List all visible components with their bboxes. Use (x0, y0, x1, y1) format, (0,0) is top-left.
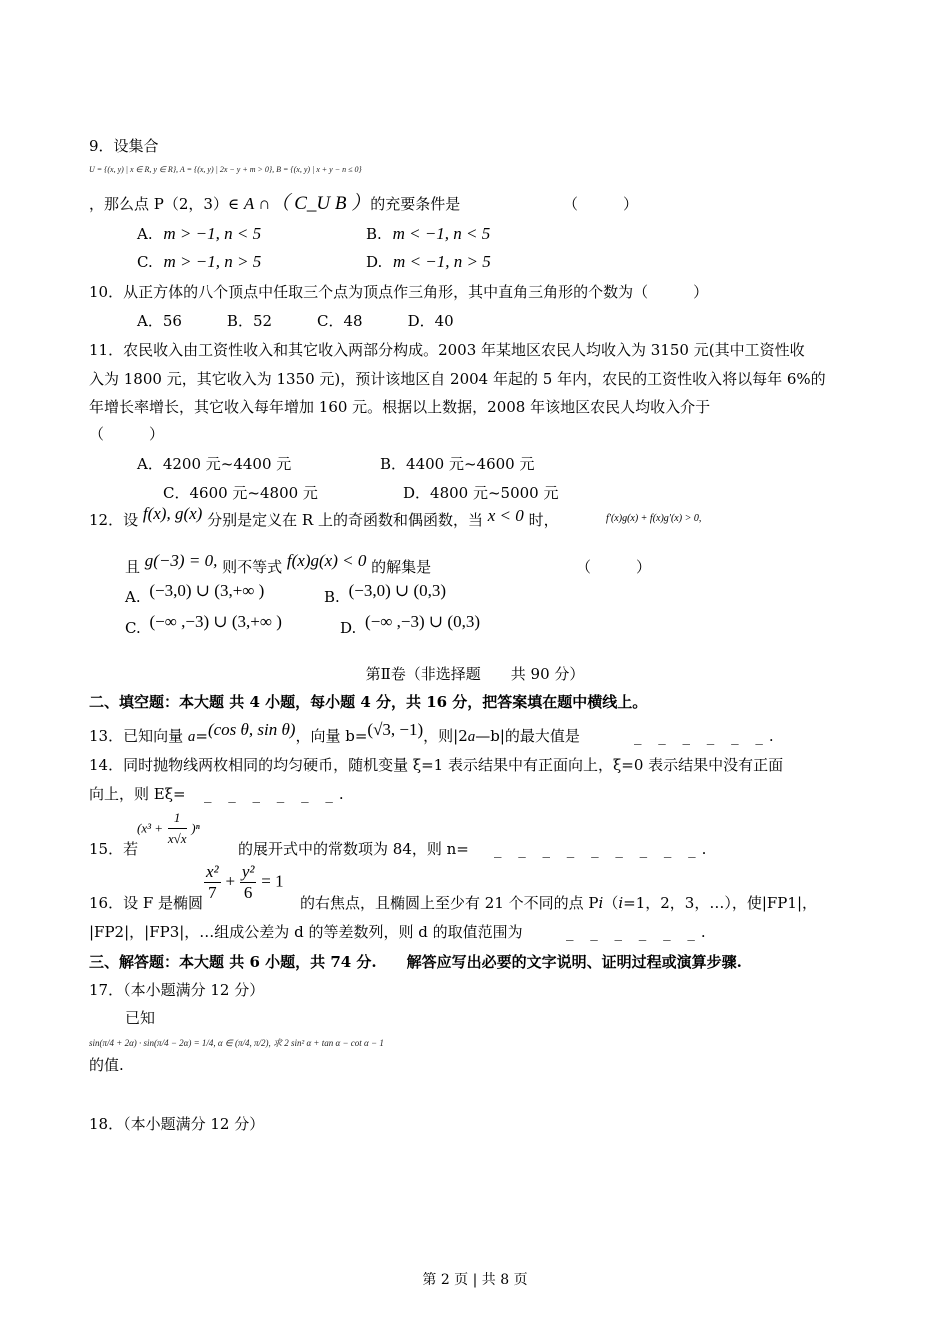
q17-end: 的值. (89, 1056, 124, 1074)
q16-frac-x-num: x² (206, 862, 219, 881)
q12-line1 (89, 504, 559, 530)
q9-option-c (137, 252, 261, 272)
q11-option-a: A．4200 元~4400 元 (137, 455, 292, 473)
q13-vector-a-value: (cos θ, sin θ) (207, 720, 296, 739)
q16-plus: + (225, 871, 236, 891)
q9-option-b-value: m < −1, n < 5 (392, 224, 491, 243)
q16-frac-y-den: 6 (243, 883, 253, 902)
q17-title: 17．（本小题满分 12 分） (89, 981, 265, 999)
q15-expression (137, 808, 200, 849)
q11-line2: 入为 1800 元，其它收入为 1350 元)，预计该地区自 2004 年起的 5 年内，农民的工资性收入将以每年 6%的 (89, 370, 826, 388)
q15-expr-left: (x³ + (137, 820, 164, 836)
q13-vector-b-value: (√3, −1) (367, 720, 424, 739)
q12-option-c-label: C. (125, 619, 141, 637)
q12-option-c-value: (−∞ ,−3) ∪ (3,+∞ ) (149, 612, 282, 631)
q11-option-b: B．4400 元~4600 元 (380, 455, 535, 473)
q9-option-b-label: B. (366, 225, 382, 243)
q12-paren: （ ） (576, 558, 652, 576)
q16-line2: |FP2|，|FP3|，…组成公差为 d 的等差数列，则 d 的取值范围为 (89, 923, 523, 941)
q12-line2-a: 且 (125, 558, 141, 576)
q17-formula: sin(π/4 + 2α) · sin(π/4 − 2α) = 1/4, α ∈ (π/4, π/2), 求 2 sin² α + tan α − cot α − 1 (89, 1038, 384, 1048)
q15-stem-b: 的展开式中的常数项为 84，则 n= (238, 840, 469, 858)
q12-option-d (340, 612, 480, 638)
q11-line3: 年增长率增长，其它收入每年增加 160 元。根据以上数据，2008 年该地区农民人均收入介于 (89, 398, 711, 416)
q16-frac-x (204, 862, 221, 903)
q9-option-b (366, 224, 490, 244)
q16-equals-one: = 1 (261, 871, 284, 891)
q16-index-i: i (618, 894, 624, 912)
q11-paren: （ ） (89, 425, 165, 443)
q16-frac-y-num: y² (241, 862, 255, 881)
q18-title: 18．（本小题满分 12 分） (89, 1115, 265, 1133)
q12-stem-b: 分别是定义在 R 上的奇函数和偶函数，当 (207, 511, 483, 529)
q16-frac-x-den: 7 (208, 883, 217, 902)
q9-option-a-label: A. (137, 225, 153, 243)
q16-ellipse (204, 862, 284, 903)
q9-sets: U = {(x, y) | x ∈ R, y ∈ R}, A = {(x, y) | 2x − y + m > 0}, B = {(x, y) | x + y − n ≤ 0} (89, 165, 362, 174)
q15-blank: _ _ _ _ _ _ _ _ _. (494, 840, 713, 858)
q15-frac-num: 1 (168, 808, 187, 829)
q13-equals: = (195, 727, 208, 745)
q10-stem: 10．从正方体的八个顶点中任取三个点为顶点作三角形，其中直角三角形的个数为（ ） (89, 283, 709, 301)
q12-stem-a: 12．设 (89, 511, 139, 529)
q16-stem-b-text: 的右焦点，且椭圆上至少有 21 个不同的点 P (300, 894, 599, 912)
q12-option-b-label: B. (324, 588, 340, 606)
q16-paren-open: （ (603, 894, 619, 912)
q9-line2-set: A ∩ (243, 194, 271, 213)
q9-option-a-value: m > −1, n < 5 (163, 224, 262, 243)
q12-option-a-value: (−3,0) ∪ (3,+∞ ) (149, 581, 265, 600)
q11-option-d: D．4800 元~5000 元 (403, 484, 559, 502)
q9-option-c-value: m > −1, n > 5 (163, 252, 262, 271)
q9-line2-prefix: ，那么点 P（2，3）∈ (89, 195, 244, 213)
q13-stem-c: ，则|2 (423, 727, 468, 745)
q17-known: 已知 (125, 1009, 156, 1027)
q11-option-c: C．4600 元~4800 元 (163, 484, 318, 502)
q12-option-b-value: (−3,0) ∪ (0,3) (348, 581, 447, 600)
q9-option-d (366, 252, 491, 272)
q13-blank: _ _ _ _ _ _. (634, 727, 780, 745)
q14-blank: _ _ _ _ _ _. (204, 785, 350, 803)
q9-option-d-value: m < −1, n > 5 (393, 252, 491, 271)
q15-stem-a: 15．若 (89, 840, 139, 858)
q13-vector-a: a (187, 729, 196, 745)
q9-option-d-label: D. (366, 253, 383, 271)
q12-option-d-label: D. (340, 619, 357, 637)
q9-line2-comp: （ C_U B ） (270, 193, 371, 214)
q12-option-a-label: A. (125, 588, 141, 606)
page-footer: 第 2 页 | 共 8 页 (422, 1272, 528, 1288)
q12-functions: f(x), g(x) (142, 504, 203, 523)
q16-stem-b-rest: =1，2，3，…），使|FP1|， (623, 894, 817, 912)
q9-line2-suffix: 的充要条件是 (370, 195, 461, 213)
q13-stem-b: ，向量 b= (295, 727, 368, 745)
q12-line2-c: 的解集是 (371, 558, 432, 576)
q16-frac-y (240, 862, 257, 903)
q16-stem-a: 16．设 F 是椭圆 (89, 894, 204, 912)
section3-heading: 三、解答题：本大题 共 6 小题，共 74 分. 解答应写出必要的文字说明、证明过程或演算步骤. (89, 953, 742, 971)
q13-line (89, 720, 580, 747)
q13-stem-d: —b|的最大值是 (475, 727, 580, 745)
q12-line2-b: 则不等式 (222, 558, 283, 576)
q12-option-c (125, 612, 282, 638)
q9-paren: （ ） (563, 195, 639, 213)
q9-option-a (137, 224, 261, 244)
q12-inequality: f(x)g(x) < 0 (286, 551, 367, 570)
q9-option-c-label: C. (137, 253, 153, 271)
q15-frac-den: x√x (167, 831, 187, 846)
q9-stem: 9．设集合 (89, 137, 159, 155)
q15-fraction (168, 808, 187, 849)
q12-option-d-value: (−∞ ,−3) ∪ (0,3) (365, 612, 480, 631)
q16-subscript-i: i (598, 894, 604, 912)
q12-derivative: f′(x)g(x) + f(x)g′(x) > 0, (606, 513, 702, 524)
q15-expr-right: )ⁿ (191, 820, 200, 836)
q9-line2 (89, 194, 460, 214)
q12-condition: x < 0 (487, 506, 524, 525)
q14-line1: 14．同时抛物线两枚相同的均匀硬币，随机变量 ξ=1 表示结果中有正面向上，ξ=0 表示结果中没有正面 (89, 756, 784, 774)
q16-stem-b (300, 893, 817, 913)
section2-heading: 二、填空题：本大题 共 4 小题，每小题 4 分，共 16 分，把答案填在题中横线上。 (89, 693, 648, 711)
q12-option-b (324, 581, 447, 607)
q12-option-a (125, 581, 265, 607)
q13-stem-a: 13．已知向量 (89, 727, 188, 745)
q10-options: A．56 B．52 C．48 D．40 (137, 312, 454, 330)
q16-blank: _ _ _ _ _ _. (566, 923, 712, 941)
part2-title: 第Ⅱ卷（非选择题 共 90 分） (365, 665, 585, 683)
q14-line2: 向上，则 Eξ= (89, 785, 186, 803)
q13-vector-a-ref: a (467, 729, 476, 745)
q12-g-value: g(−3) = 0, (144, 551, 218, 570)
q11-line1: 11．农民收入由工资性收入和其它收入两部分构成。2003 年某地区农民人均收入为 3150 元(其中工资性收 (89, 341, 805, 359)
q12-line2 (125, 551, 432, 577)
q12-stem-c: 时， (528, 511, 559, 529)
